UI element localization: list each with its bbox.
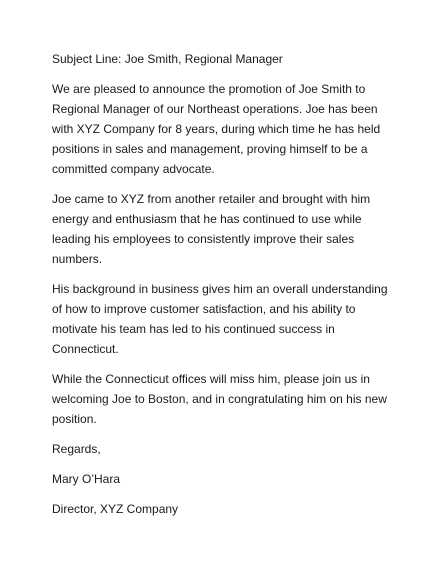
- letter-body: [52, 49, 392, 529]
- closing: Regards,: [52, 442, 101, 456]
- signer-title: Director, XYZ Company: [52, 502, 179, 516]
- subject-line: Subject Line: Joe Smith, Regional Manager: [52, 52, 283, 66]
- paragraph-announcement: We are pleased to announce the promotion of Joe Smith to Regional Manager of our Northeast operations. Joe has been with XYZ Company for 8 years, during which time he has held positions in sales and management, proving himself to be a committed company advocate.: [52, 82, 381, 176]
- paragraph-skills: His background in business gives him an overall understanding of how to improve customer satisfaction, and his ability to motivate his team has led to his continued success in Connecticut.: [52, 282, 388, 356]
- paragraph-background: Joe came to XYZ from another retailer and brought with him energy and enthusiasm that he has continued to use while leading his employees to consistently improve their sales numbers.: [52, 192, 371, 266]
- signer-name: Mary O’Hara: [52, 472, 121, 486]
- paragraph-welcome: While the Connecticut offices will miss him, please join us in welcoming Joe to Boston, and in congratulating him on his new position.: [52, 372, 387, 426]
